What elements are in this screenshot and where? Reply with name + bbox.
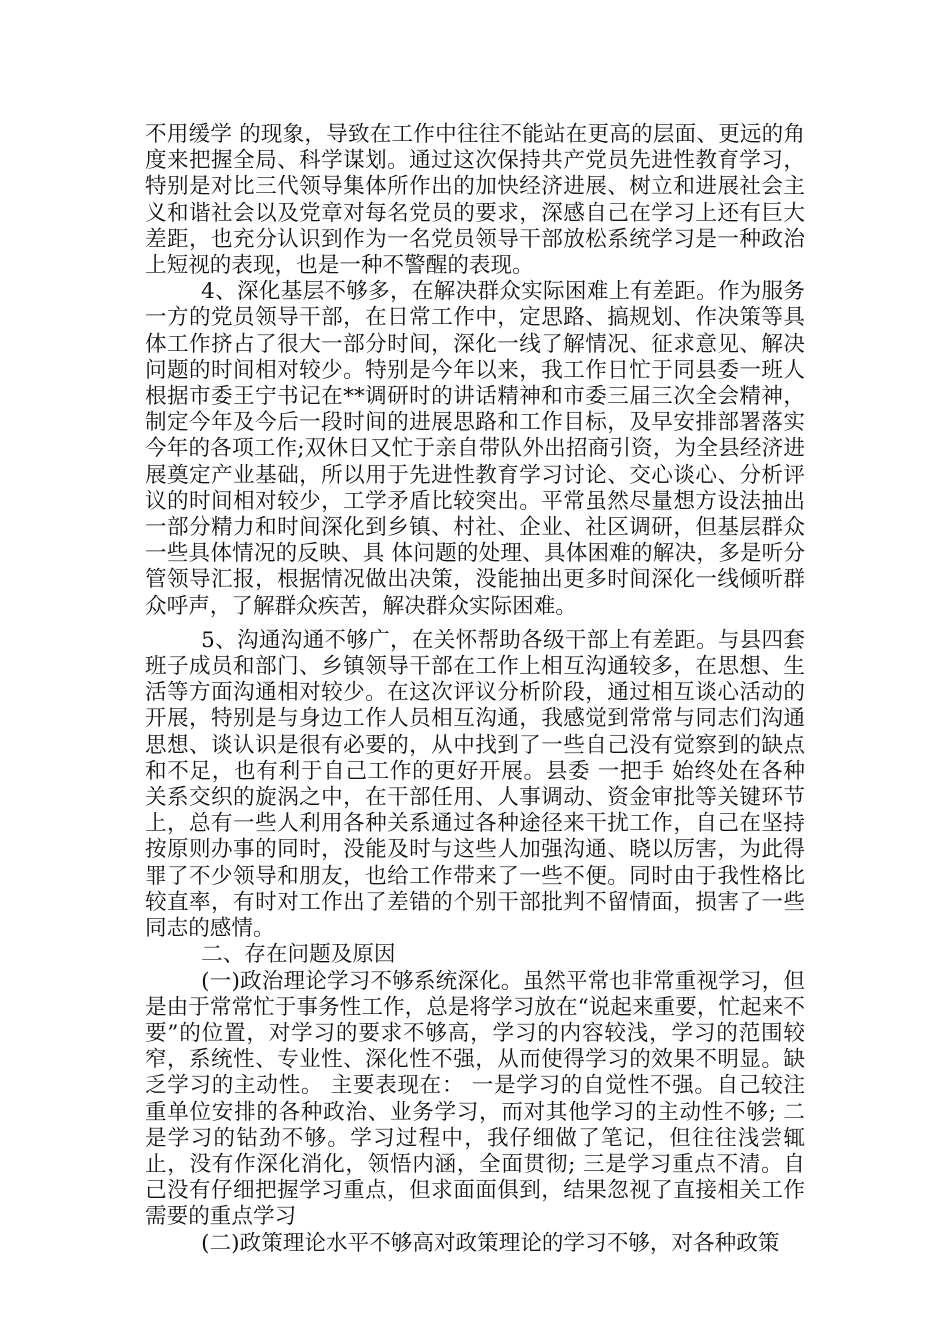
- paragraph-item-1-theory-study: (一)政治理论学习不够系统深化。虽然平常也非常重视学习，但是由于常常忙于事务性工作，总是将学习放在“说起来重要，忙起来不要”的位置，对学习的要求不够高，学习的内容较浅，学习的范围较窄，系统性、专业性、深化性不强，从而使得学习的效果不明显。缺乏学习的主动性。 主要表现在： 一是学习的自觉性不强。自己较注重单位安排的各种政治、业务学习，而对其他学习的主动性不够; 二是学习的钻劲不够。学习过程中，我仔细做了笔记，但往往浅尝辄止，没有作深化消化，领悟内涵，全面贯彻; 三是学习重点不清。自己没有仔细把握学习重点，但求面面俱到，结果忽视了直接相关工作需要的重点学习: [145, 968, 805, 1230]
- paragraph-point-5-communication: 5、沟通沟通不够广，在关怀帮助各级干部上有差距。与县四套班子成员和部门、乡镇领导干部在工作上相互沟通较多，在思想、生活等方面沟通相对较少。在这次评议分析阶段，通过相互谈心活动的开展，特别是与身边工作人员相互沟通，我感觉到常常与同志们沟通思想、谈认识是很有必要的，从中找到了一些自己没有觉察到的缺点和不足，也有利于自己工作的更好开展。县委 一把手 始终处在各种关系交织的旋涡之中，在干部任用、人事调动、资金审批等关键环节上，总有一些人利用各种关系通过各种途径来干扰工作，自己在坚持按原则办事的同时，没能及时与这些人加强沟通、晓以厉害，为此得罪了不少领导和朋友，也给工作带来了一些不便。同时由于我性格比较直率，有时对工作出了差错的个别干部批判不留情面，损害了一些同志的感情。: [145, 627, 805, 942]
- section-heading-problems-and-causes: 二、存在问题及原因: [201, 942, 396, 968]
- paragraph-study-gap-continued: 不用缓学 的现象，导致在工作中往往不能站在更高的层面、更远的角度来把握全局、科学谋划。通过这次保持共产党员先进性教育学习，特别是对比三代领导集体所作出的加快经济进展、树立和进展社会主义和谐社会以及党章对每名党员的要求，深感自己在学习上还有巨大差距，也充分认识到作为一名党员领导干部放松系统学习是一种政治上短视的表现，也是一种不警醒的表现。: [145, 122, 805, 279]
- paragraph-item-2-policy-theory: (二)政策理论水平不够高对政策理论的学习不够，对各种政策: [201, 1230, 780, 1256]
- paragraph-point-4-grassroots: 4、深化基层不够多，在解决群众实际困难上有差距。作为服务一方的党员领导干部，在日常工作中，定思路、搞规划、作决策等具体工作挤占了很大一部分时间，深化一线了解情况、征求意见、解决问题的时间相对较少。特别是今年以来，我工作日忙于同县委一班人根据市委王宁书记在**调研时的讲话精神和市委三届三次全会精神，制定今年及今后一段时间的进展思路和工作目标，及早安排部署落实今年的各项工作;双休日又忙于亲自带队外出招商引资，为全县经济进展奠定产业基础，所以用于先进性教育学习讨论、交心谈心、分析评议的时间相对较少，工学矛盾比较突出。平常虽然尽量想方设法抽出一部分精力和时间深化到乡镇、村社、企业、社区调研，但基层群众一些具体情况的反映、具 体问题的处理、具体困难的解决，多是听分管领导汇报，根据情况做出决策，没能抽出更多时间深化一线倾听群众呼声，了解群众疾苦，解决群众实际困难。: [145, 279, 805, 619]
- document-page: [145, 122, 805, 1257]
